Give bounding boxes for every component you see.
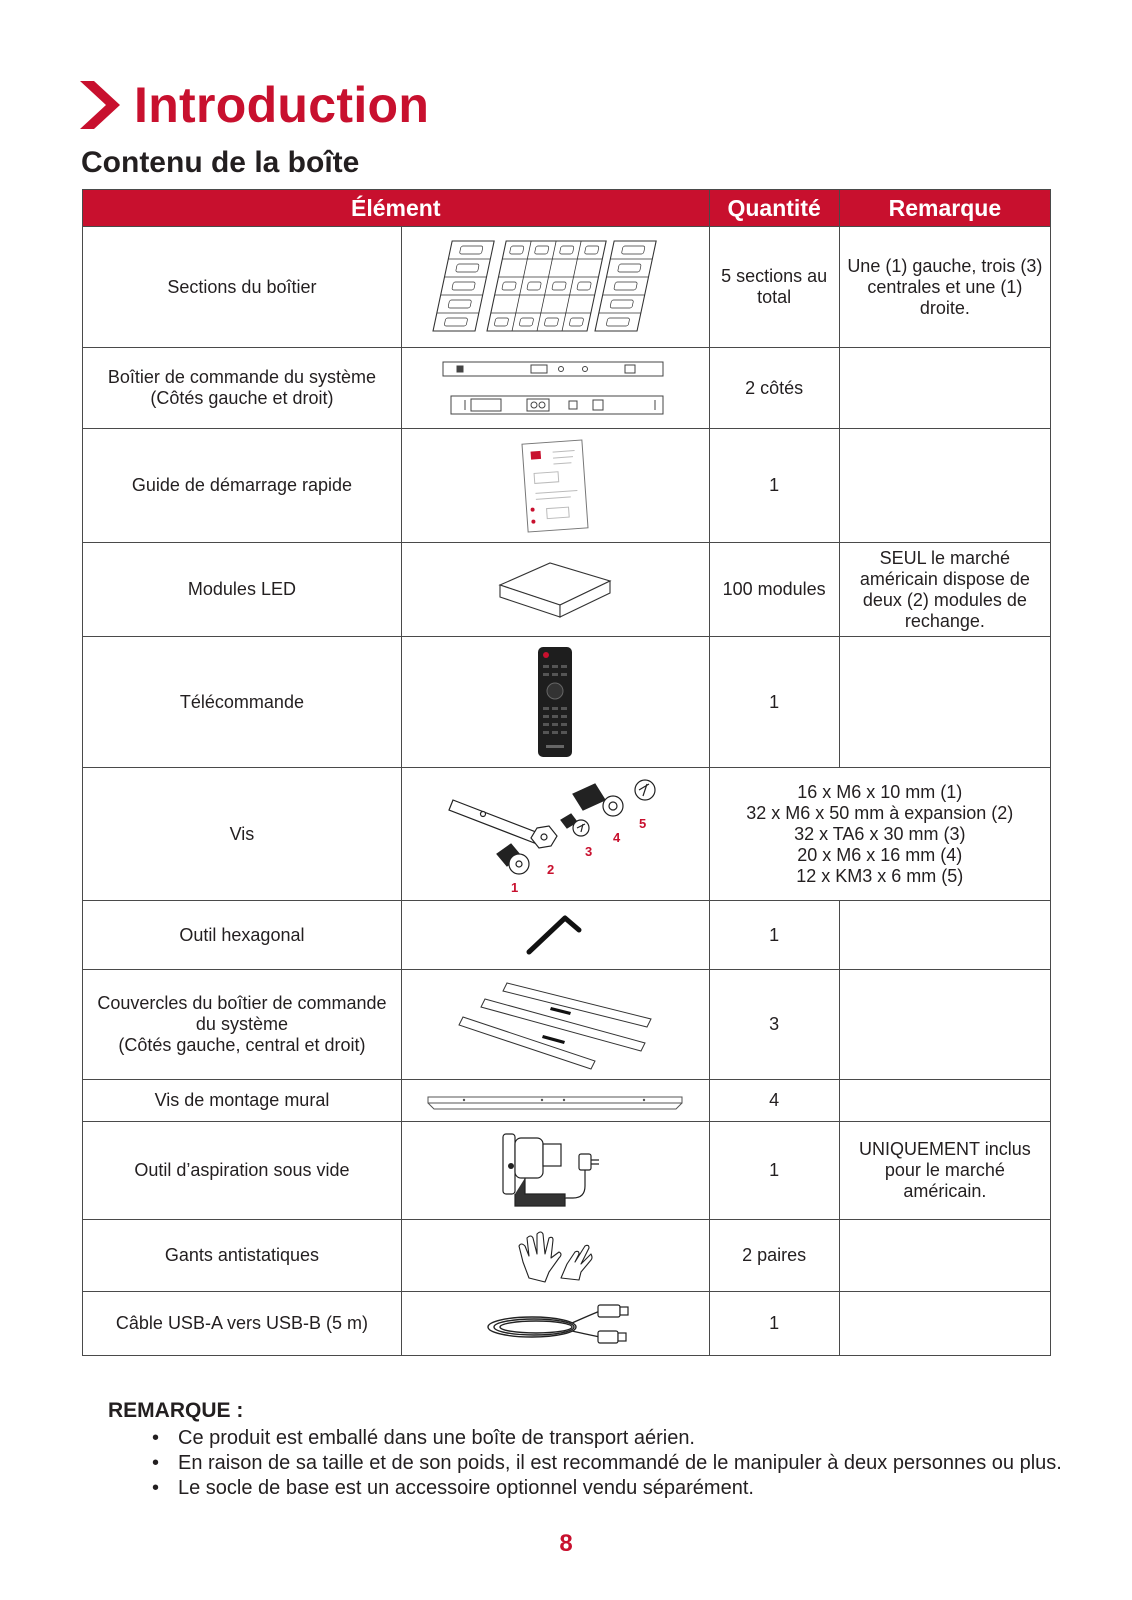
item-remark: Une (1) gauche, trois (3) centrales et une (1) droite. — [839, 227, 1050, 348]
item-image-cell — [401, 901, 709, 970]
item-remark — [839, 970, 1050, 1080]
item-name-line: Couvercles du boîtier de commande du système — [97, 993, 387, 1034]
item-name: Vis — [83, 768, 402, 901]
list-item: • Ce produit est emballé dans une boîte de transport aérien. — [148, 1427, 1068, 1450]
table-row — [83, 1292, 1051, 1356]
table-row — [83, 970, 1051, 1080]
item-quantity: 2 côtés — [709, 348, 839, 429]
item-quantity: 3 — [709, 970, 839, 1080]
list-item: • En raison de sa taille et de son poids, il est recommandé de le manipuler à deux personnes ou plus. — [148, 1452, 1068, 1475]
screw-label: 3 — [585, 844, 593, 859]
item-image-cell — [401, 768, 709, 901]
screw-spec-line: 32 x M6 x 50 mm à expansion (2) — [746, 802, 1014, 823]
table-row — [83, 1220, 1051, 1292]
item-quantity: 5 sections au total — [709, 227, 839, 348]
screw-label: 2 — [547, 862, 555, 877]
item-name: Gants antistatiques — [83, 1220, 402, 1292]
item-quantity: 1 — [709, 637, 839, 768]
item-remark — [839, 1292, 1050, 1356]
screw-spec-line: 20 x M6 x 16 mm (4) — [797, 844, 963, 865]
wall-mount-bar-icon — [424, 1089, 686, 1113]
item-name-line: (Côtés gauche, central et droit) — [118, 1035, 366, 1055]
table-row — [83, 768, 1051, 901]
screw-spec-line: 32 x TA6 x 30 mm (3) — [794, 823, 966, 844]
remark-heading: REMARQUE : — [108, 1399, 244, 1422]
item-remark: UNIQUEMENT inclus pour le marché américain. — [839, 1122, 1050, 1220]
column-header-quantity: Quantité — [709, 190, 839, 227]
item-name: Câble USB-A vers USB-B (5 m) — [83, 1292, 402, 1356]
quick-start-guide-icon — [515, 438, 595, 534]
table-row — [83, 637, 1051, 768]
item-name: Guide de démarrage rapide — [83, 429, 402, 543]
table-row — [83, 348, 1051, 429]
item-name: Outil hexagonal — [83, 901, 402, 970]
item-remark: SEUL le marché américain dispose de deux (2) modules de rechange. — [839, 543, 1050, 637]
item-name: Outil d’aspiration sous vide — [83, 1122, 402, 1220]
item-name-line: (Côtés gauche et droit) — [150, 388, 334, 408]
page-header — [80, 74, 429, 136]
item-name: Modules LED — [83, 543, 402, 637]
table-row — [83, 1080, 1051, 1122]
column-header-remark: Remarque — [839, 190, 1050, 227]
item-name: Télécommande — [83, 637, 402, 768]
screws-spec — [709, 768, 1050, 901]
remark-list — [148, 1427, 1068, 1502]
table-row — [83, 429, 1051, 543]
column-header-item: Élément — [83, 190, 710, 227]
page-number: 8 — [559, 1530, 573, 1557]
vacuum-tool-icon — [495, 1126, 615, 1216]
table-row — [83, 1122, 1051, 1220]
item-quantity: 100 modules — [709, 543, 839, 637]
control-box-covers-icon — [455, 977, 655, 1073]
item-remark — [839, 429, 1050, 543]
item-image-cell — [401, 543, 709, 637]
table-row — [83, 901, 1051, 970]
item-image-cell — [401, 1220, 709, 1292]
contents-table — [82, 189, 1051, 1356]
item-remark — [839, 1220, 1050, 1292]
remote-control-icon — [530, 643, 580, 761]
item-remark — [839, 637, 1050, 768]
item-name: Vis de montage mural — [83, 1080, 402, 1122]
screw-spec-line: 12 x KM3 x 6 mm (5) — [796, 865, 964, 886]
item-image-cell — [401, 637, 709, 768]
screw-label: 1 — [511, 880, 519, 895]
item-quantity: 2 paires — [709, 1220, 839, 1292]
item-name — [83, 970, 402, 1080]
table-row — [83, 227, 1051, 348]
table-row — [83, 543, 1051, 637]
item-quantity: 1 — [709, 901, 839, 970]
screw-spec-line: 16 x M6 x 10 mm (1) — [797, 781, 963, 802]
item-image-cell — [401, 429, 709, 543]
table-header-row — [83, 190, 1051, 227]
item-image-cell — [401, 1122, 709, 1220]
page-title: Introduction — [134, 77, 430, 133]
control-box-icon — [435, 356, 675, 420]
screws-icon — [445, 772, 665, 896]
gloves-icon — [515, 1226, 595, 1286]
hex-key-icon — [515, 910, 595, 960]
item-remark — [839, 1080, 1050, 1122]
item-image-cell — [401, 348, 709, 429]
item-image-cell — [401, 227, 709, 348]
section-title: Contenu de la boîte — [81, 146, 360, 179]
item-quantity: 1 — [709, 1292, 839, 1356]
item-image-cell — [401, 1292, 709, 1356]
item-name: Sections du boîtier — [83, 227, 402, 348]
item-quantity: 4 — [709, 1080, 839, 1122]
item-remark — [839, 348, 1050, 429]
usb-cable-icon — [480, 1299, 630, 1349]
item-image-cell — [401, 1080, 709, 1122]
item-name-line: Boîtier de commande du système — [107, 367, 377, 387]
item-remark — [839, 901, 1050, 970]
screw-label: 4 — [613, 830, 621, 845]
list-item: • Le socle de base est un accessoire optionnel vendu séparément. — [148, 1477, 1068, 1500]
screw-label: 5 — [639, 816, 647, 831]
cabinet-sections-icon — [425, 237, 685, 337]
item-quantity: 1 — [709, 1122, 839, 1220]
item-image-cell — [401, 970, 709, 1080]
item-quantity: 1 — [709, 429, 839, 543]
led-module-icon — [490, 555, 620, 625]
item-name — [83, 348, 402, 429]
chevron-right-icon — [80, 81, 120, 129]
